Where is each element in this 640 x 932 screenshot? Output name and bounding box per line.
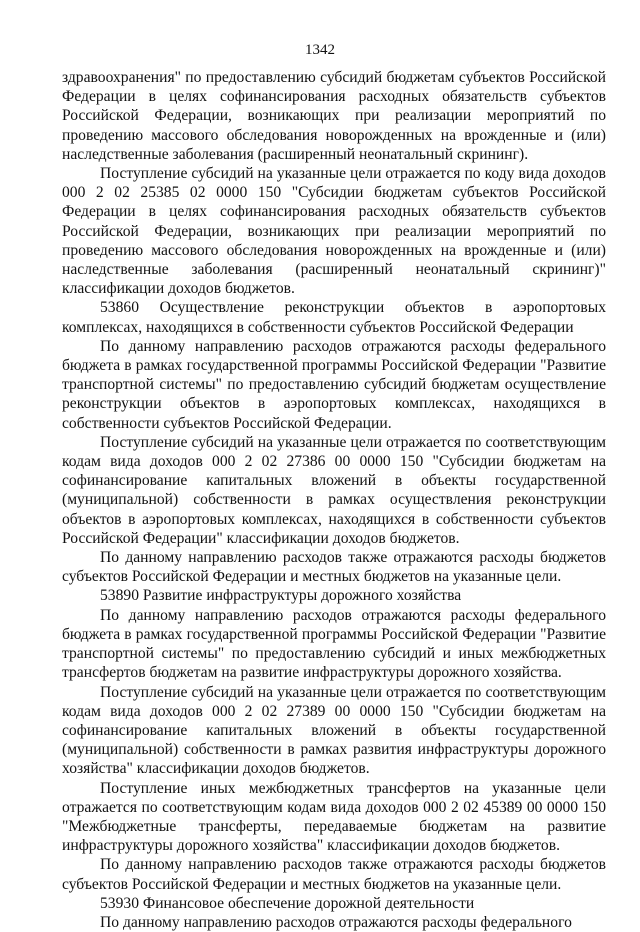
paragraph: Поступление субсидий на указанные цели отражается по соответствующим кодам вида доходов 000 2 02 27389 00 0000 150 "Субсидии бюджетам на софинансирование капитальных вложений в объекты государственной (муниципальной) собственности в рамках развития инфраструктуры дорожного хозяйства" классификации доходов бюджетов. xyxy=(62,683,606,778)
paragraph: По данному направлению расходов отражаются расходы федерального xyxy=(100,913,572,931)
paragraph: По данному направлению расходов отражаются расходы федерального бюджета в рамках государственной программы Российской Федерации "Развитие транспортной системы" по предоставлению субсидий бюджетам осуществление реконструкции объектов в аэропортовых комплексах, находящихся в собственности субъектов Российской Федерации. xyxy=(62,337,606,432)
paragraph: здравоохранения" по предоставлению субсидий бюджетам субъектов Российской Федерации в целях софинансирования расходных обязательств субъектов Российской Федерации, возникающих при реализации мероприятий по проведению массового обследования новорожденных на врожденные и (или) наследственные заболевания (расширенный неонатальный скрининг). xyxy=(62,69,606,163)
document-body xyxy=(62,68,606,932)
paragraph: По данному направлению расходов отражаются расходы федерального бюджета в рамках государственной программы Российской Федерации "Развитие транспортной системы" по предоставлению субсидий и иных межбюджетных трансфертов бюджетам на развитие инфраструктуры дорожного хозяйства. xyxy=(62,606,606,682)
section-heading-53860: 53860 Осуществление реконструкции объектов в аэропортовых комплексах, находящихся в собственности субъектов Российской Федерации xyxy=(62,299,606,336)
paragraph: Поступление субсидий на указанные цели отражается по коду вида доходов 000 2 02 25385 02 0000 150 "Субсидии бюджетам субъектов Российской Федерации в целях софинансирования расходных обязательств субъектов Российской Федерации, возникающих при реализации мероприятий по проведению массового обследования новорожденных на врожденные и (или) наследственные заболевания (расширенный неонатальный скрининг)" классификации доходов бюджетов. xyxy=(62,165,606,298)
section-heading-53890: 53890 Развитие инфраструктуры дорожного хозяйства xyxy=(100,587,462,605)
section-heading-53930: 53930 Финансовое обеспечение дорожной деятельности xyxy=(100,894,475,912)
paragraph: Поступление субсидий на указанные цели отражается по соответствующим кодам вида доходов 000 2 02 27386 00 0000 150 "Субсидии бюджетам на софинансирование капитальных вложений в объекты государственной (муниципальной) собственности в рамках осуществления реконструкции объектов в аэропортовых комплексах, находящихся в собственности субъектов Российской Федерации" классификации доходов бюджетов. xyxy=(62,433,606,547)
paragraph: Поступление иных межбюджетных трансфертов на указанные цели отражается по соответствующим кодам вида доходов 000 2 02 45389 00 0000 150 "Межбюджетные трансферты, передаваемые бюджетам на развитие инфраструктуры дорожного хозяйства" классификации доходов бюджетов. xyxy=(62,779,606,855)
paragraph: По данному направлению расходов также отражаются расходы бюджетов субъектов Российской Федерации и местных бюджетов на указанные цели. xyxy=(62,549,606,586)
page-number: 1342 xyxy=(305,42,335,58)
paragraph: По данному направлению расходов также отражаются расходы бюджетов субъектов Российской Федерации и местных бюджетов на указанные цели. xyxy=(62,856,606,893)
